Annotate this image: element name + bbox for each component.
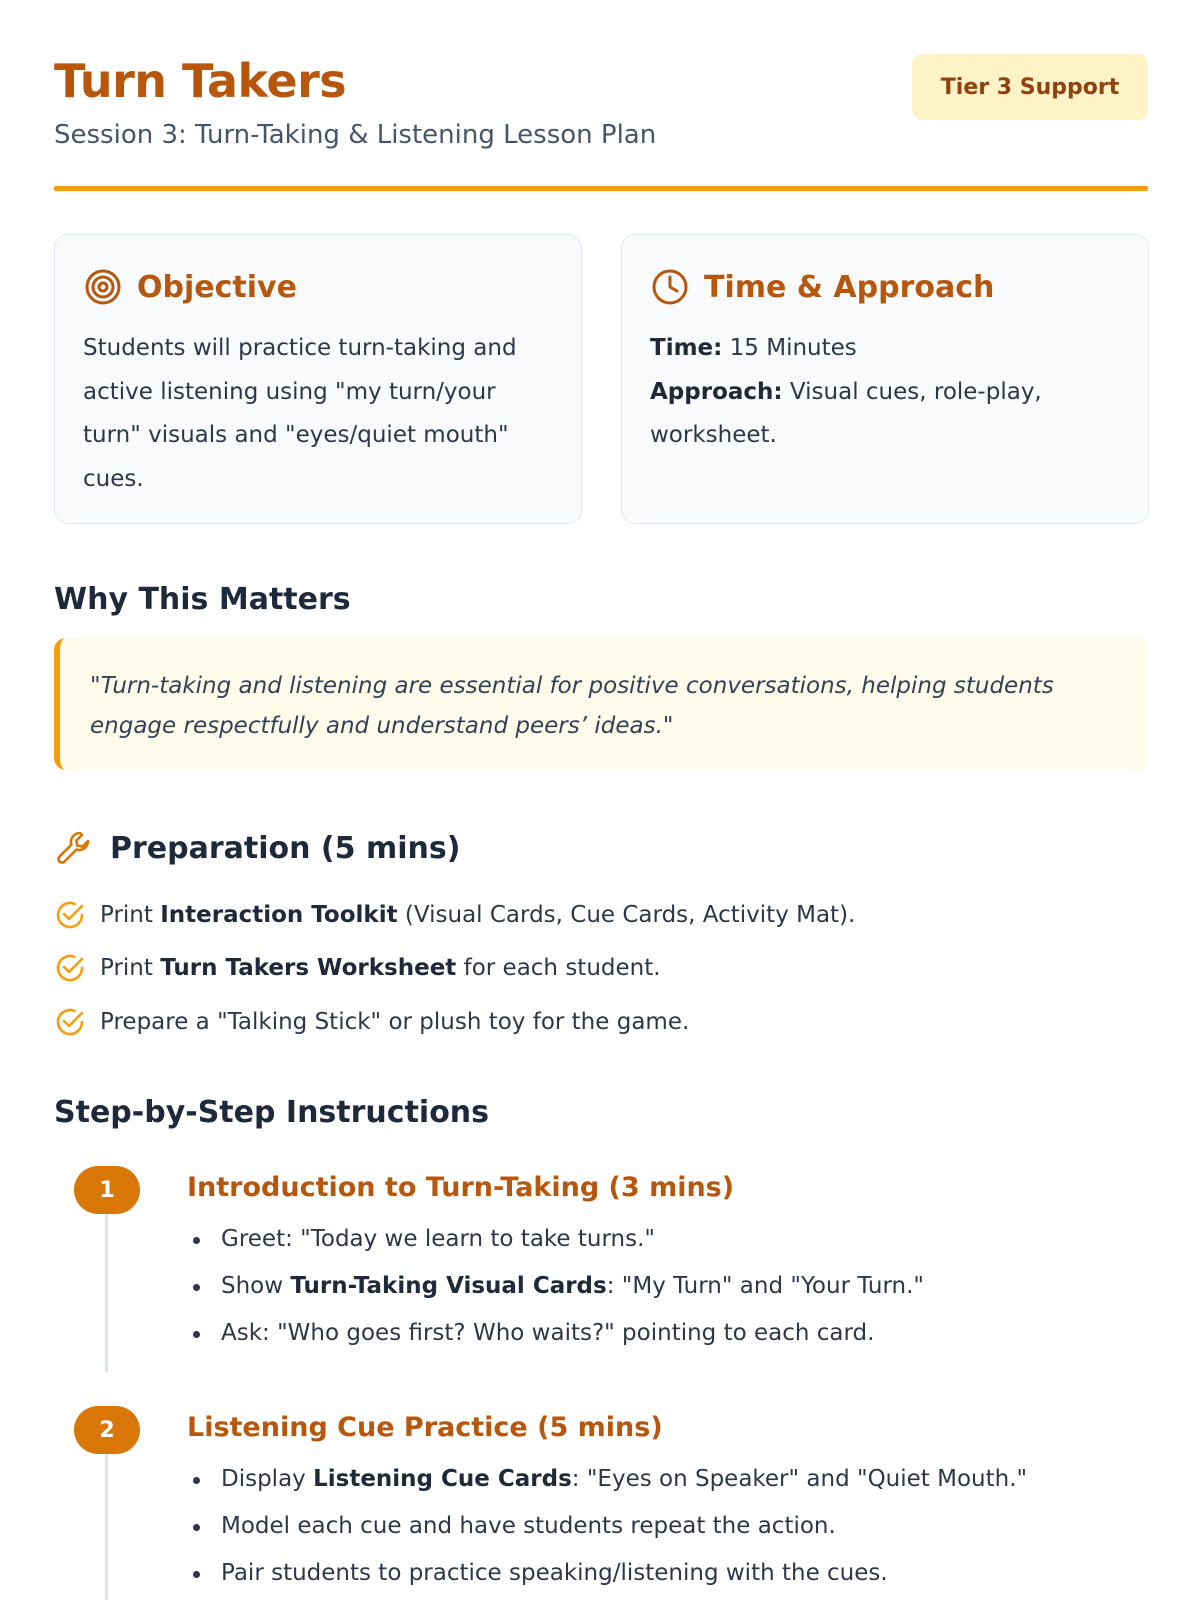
step-title: Listening Cue Practice (5 mins) <box>187 1412 663 1443</box>
step-item-pre: Model each cue and have students repeat the action. <box>221 1513 836 1539</box>
prep-item-text <box>100 955 661 981</box>
prep-item-pre: Prepare a "Talking Stick" or plush toy for the game. <box>100 1008 690 1035</box>
list-item <box>187 1310 1147 1357</box>
objective-header <box>83 265 297 309</box>
prep-item-text <box>100 1009 689 1035</box>
list-item <box>187 1503 1147 1550</box>
prep-item-post: (Visual Cards, Cue Cards, Activity Mat). <box>397 901 856 928</box>
prep-item-text <box>100 902 855 928</box>
list-item <box>54 995 1148 1049</box>
check-circle-icon <box>54 952 86 984</box>
why-quote: "Turn-taking and listening are essential for positive conversations, helping students engage respectfully and understand peers’ ideas." <box>54 638 1148 770</box>
step-title: Introduction to Turn-Taking (3 mins) <box>187 1172 735 1203</box>
preparation-title: Preparation (5 mins) <box>110 830 461 866</box>
step-number-badge: 2 <box>74 1406 140 1454</box>
prep-item-pre: Print <box>100 901 161 928</box>
page-subtitle: Session 3: Turn-Taking & Listening Lesson Plan <box>54 120 657 150</box>
page-title: Turn Takers <box>54 54 347 108</box>
header-divider <box>54 186 1148 191</box>
approach-label: Approach: <box>650 378 783 405</box>
check-circle-icon <box>54 1006 86 1038</box>
tier-badge: Tier 3 Support <box>912 54 1148 120</box>
step-connector-line <box>105 1440 108 1600</box>
step-item-pre: Display <box>221 1466 314 1492</box>
step-item-bold: Turn-Taking Visual Cards <box>290 1273 607 1299</box>
objective-title: Objective <box>137 269 297 305</box>
prep-item-bold: Interaction Toolkit <box>160 901 398 928</box>
list-item <box>187 1550 1147 1597</box>
check-circle-icon <box>54 899 86 931</box>
why-heading: Why This Matters <box>54 582 351 617</box>
step-item-post: : "My Turn" and "Your Turn." <box>606 1273 925 1299</box>
step-list <box>187 1216 1147 1357</box>
time-approach-header <box>650 265 994 309</box>
step-item-pre: Pair students to practice speaking/listening with the cues. <box>221 1560 888 1586</box>
target-icon <box>83 267 123 307</box>
time-value: 15 Minutes <box>722 335 857 361</box>
time-approach-body <box>650 327 1120 458</box>
clock-icon <box>650 267 690 307</box>
prep-item-bold: Turn Takers Worksheet <box>160 955 457 982</box>
step-item-bold: Listening Cue Cards <box>313 1466 572 1492</box>
time-label: Time: <box>650 335 723 361</box>
list-item <box>54 942 1148 996</box>
list-item <box>187 1456 1147 1503</box>
step-list <box>187 1456 1147 1597</box>
time-approach-title: Time & Approach <box>704 269 995 305</box>
preparation-list <box>54 888 1148 1049</box>
step-item-pre: Show <box>221 1273 291 1299</box>
step-item-pre: Greet: "Today we learn to take turns." <box>221 1226 655 1252</box>
objective-text: Students will practice turn-taking and active listening using "my turn/your turn" visuals and "eyes/quiet mouth" cues. <box>83 335 517 492</box>
time-approach-card <box>621 234 1149 524</box>
time-line <box>650 327 1120 371</box>
approach-line <box>650 371 1120 458</box>
objective-card <box>54 234 582 524</box>
prep-item-post: for each student. <box>456 955 661 982</box>
prep-item-pre: Print <box>100 955 161 982</box>
list-item <box>187 1216 1147 1263</box>
step-number-badge: 1 <box>74 1166 140 1214</box>
list-item <box>54 888 1148 942</box>
preparation-header <box>54 824 460 872</box>
list-item <box>187 1263 1147 1310</box>
wrench-icon <box>54 828 94 868</box>
step-item-post: : "Eyes on Speaker" and "Quiet Mouth." <box>571 1466 1028 1492</box>
instructions-heading: Step-by-Step Instructions <box>54 1095 490 1130</box>
step-item-pre: Ask: "Who goes first? Who waits?" pointing to each card. <box>221 1320 875 1346</box>
step-connector-line <box>105 1200 108 1372</box>
approach-value: Visual cues, role-play, worksheet. <box>650 378 1042 448</box>
